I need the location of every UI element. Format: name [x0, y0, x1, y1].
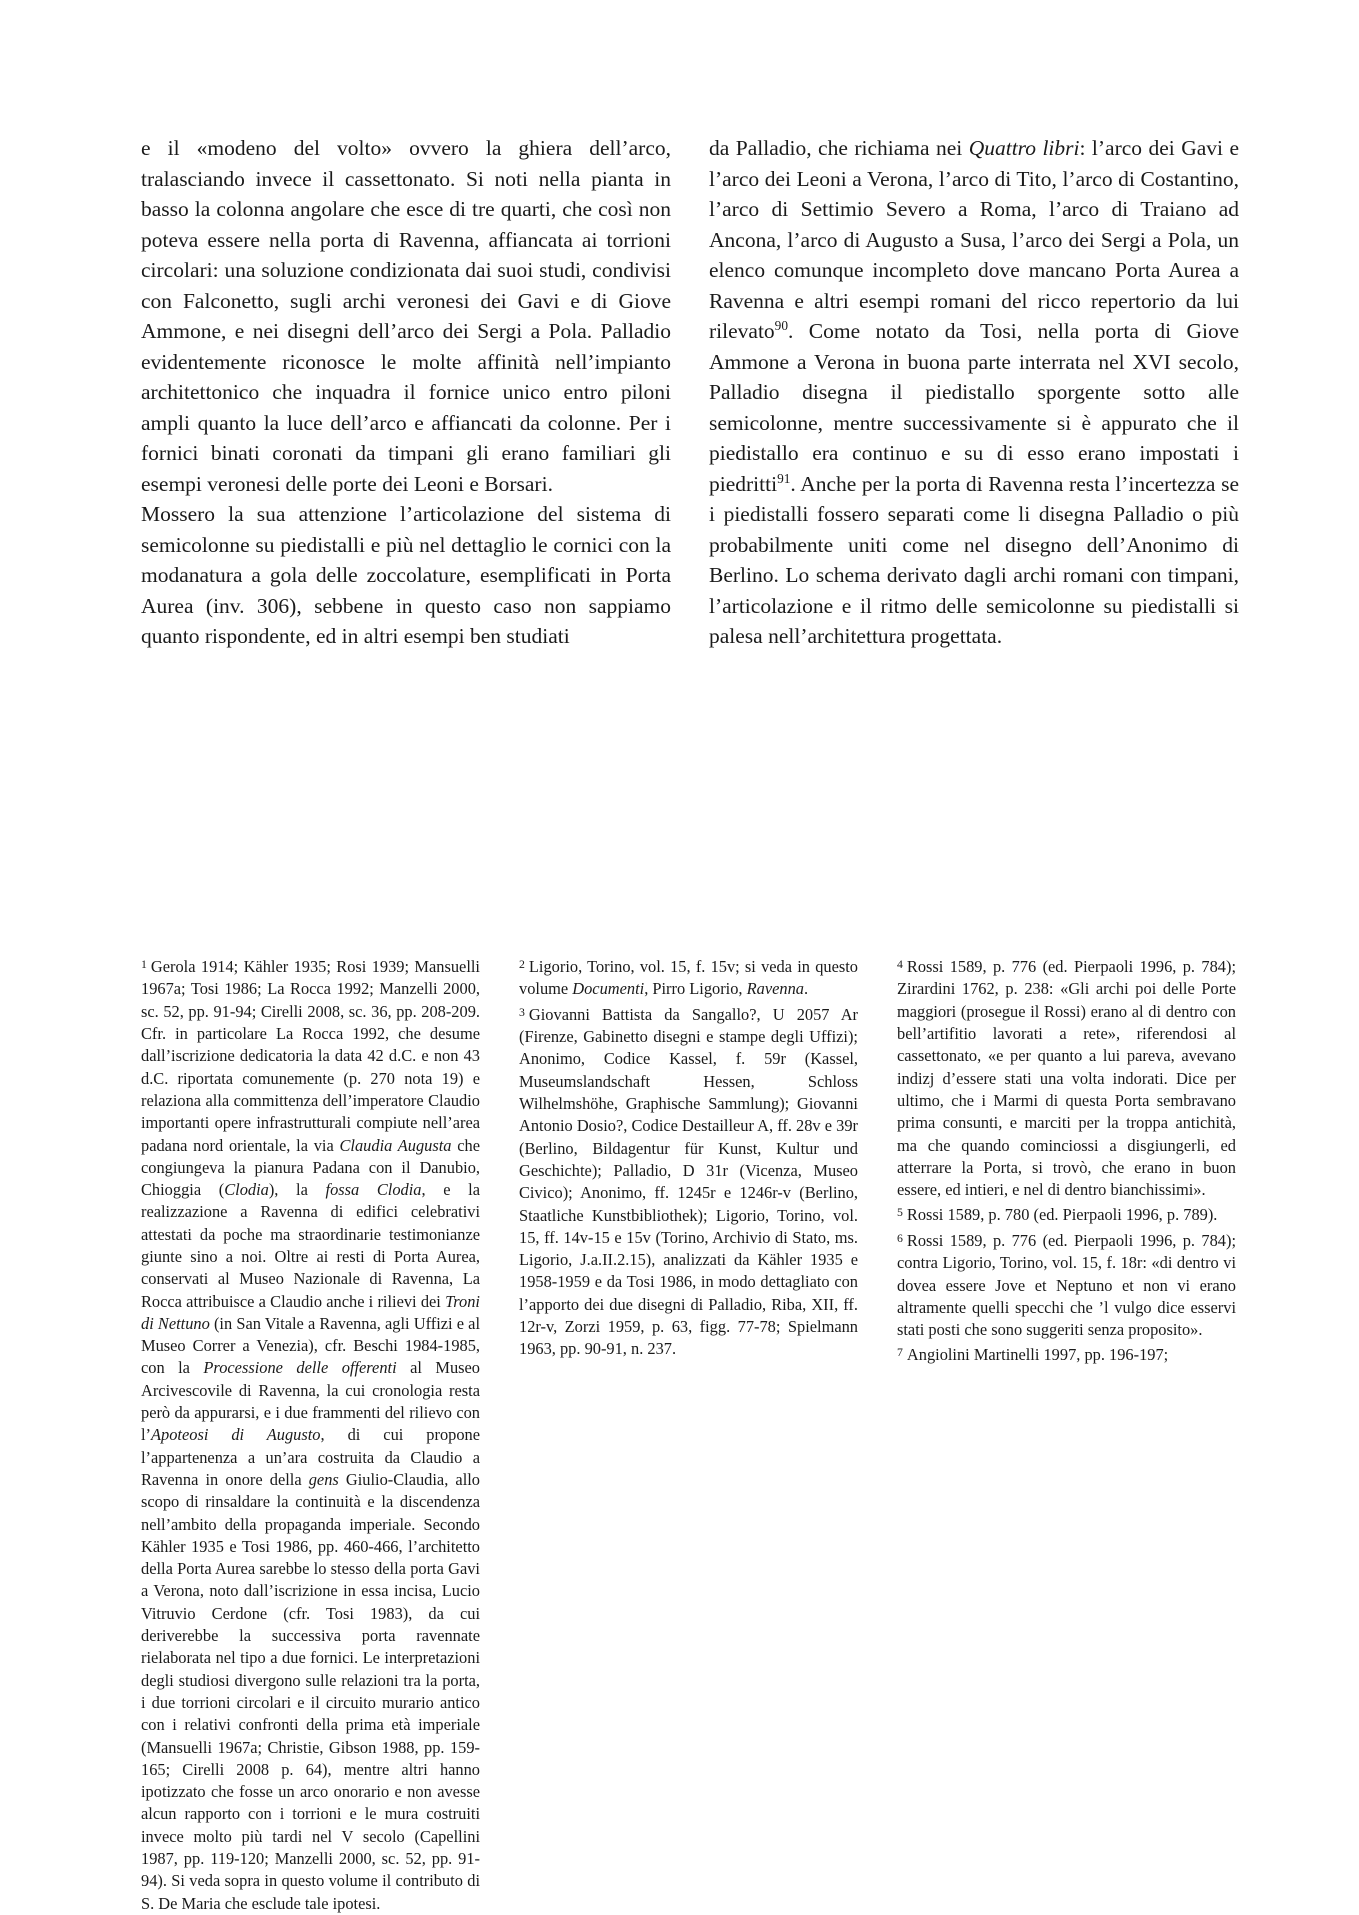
footnote-text: Rossi 1589, p. 776 (ed. Pierpaoli 1996, p. 784); Zirardini 1762, p. 238: «Gli archi poi delle Porte maggiori (prosegue il Rossi) erano al di dentro con bell’artifitio lavorati a rete», riferendosi al cassettonato, «e per quanto a lui pareva, avevano indizj d’essere stati una volta indorati. Dice per ultimo, che i Marmi di questa Porta sembravano prima consunti, e marciti per la troppa antichità, ma che quando cominciossi a disgiungerli, ed atterrare la Porta, si trovò, che erano in buon essere, ed intieri, e nel di dentro bianchissimi». [897, 957, 1236, 1200]
footnote-text: Giulio-Claudia, allo scopo di rinsaldare la continuità e la discendenza nell’ambito della propaganda imperiale. Secondo Kähler 1935 e Tosi 1986, pp. 460-466, l’architetto della Porta Aurea sarebbe lo stesso della porta Gavi a Verona, noto dall’iscrizione in essa incisa, Lucio Vitruvio Cerdone (cfr. Tosi 1983), da cui deriverebbe la successiva porta ravennate rielaborata nel tipo a due fornici. Le interpretazioni degli studiosi divergono sulle relazioni tra la porta, i due torrioni circolari e il circuito murario antico con i relativi confronti della prima età imperiale (Mansuelli 1967a; Christie, Gibson 1988, pp. 159-165; Cirelli 2008 p. 64), mentre altri hanno ipotizzato che fosse un arco onorario e non avesse alcun rapporto con i torrioni e le mura costruiti invece molto più tardi nel V secolo (Capellini 1987, pp. 119-120; Manzelli 2000, sc. 52, pp. 91-94). Si veda sopra in questo volume il contributo di S. De Maria che esclude tale ipotesi. [141, 1469, 480, 1913]
body-paragraph [709, 133, 1239, 652]
footnote-text: ), la [268, 1180, 326, 1200]
body-text: . Come notato da Tosi, nella porta di Giove Ammone a Verona in buona parte interrata nel XVI secolo, Palladio disegna il piedistallo sporgente sotto alle semicolonne, mentre successivamente si è appurato che il piedistallo era continuo e su di esso erano impostati i piedritti [709, 319, 1239, 496]
footnote-3 [519, 1001, 858, 1361]
footnote-column-1 [141, 953, 481, 1913]
footnote-text: Rossi 1589, p. 780 (ed. Pierpaoli 1996, p. 789). [906, 1205, 1218, 1225]
footnote-italic: Claudia Augusta [339, 1135, 452, 1155]
footnote-1 [141, 953, 480, 1915]
footnote-text: che congiungeva la pianura Padana con il Danubio, Chioggia ( [141, 1135, 481, 1200]
footnote-text: , di cui propone l’appartenenza a un’ara costruita da Claudio a Ravenna in onore della [141, 1425, 480, 1489]
footnote-italic: Troni di Nettuno [141, 1291, 480, 1333]
footnote-5 [897, 1201, 1236, 1226]
footnote-text: Giovanni Battista da Sangallo?, U 2057 Ar (Firenze, Gabinetto disegni e stampe degli Uffizi); Anonimo, Codice Kassel, f. 59r (Kassel, Museumslandschaft Hessen, Schloss Wilhelmshöhe, Graphische Sammlung); Giovanni Antonio Dosio?, Codice Destailleur A, ff. 28v e 39r (Berlino, Bildagentur für Kunst, Kultur und Geschichte); Palladio, D 31r (Vicenza, Museo Civico); Anonimo, ff. 1245r e 1246r-v (Berlino, Staatliche Kunstbibliothek); Ligorio, Torino, vol. 15, ff. 14v-15 e 15v (Torino, Archivio di Stato, ms. Ligorio, J.a.II.2.15), analizzati da Kähler 1935 e 1958-1959 e da Tosi 1986, in modo dettagliato con l’apporto dei due disegni di Palladio, Riba, XII, ff. 12r-v, Zorzi 1959, p. 63, figg. 77-78; Spielmann 1963, pp. 90-91, n. 237. [519, 1004, 858, 1359]
body-paragraph: Mossero la sua attenzione l’articolazione del sistema di semicolonne su piedistalli e più nel dettaglio le cornici con la modanatura a gola delle zoccolature, esemplificati in Porta Aurea (inv. 306), sebbene in questo caso non sappiamo quanto rispondente, ed in altri esempi ben studiati [141, 502, 671, 648]
footnote-number: 1 [141, 957, 147, 971]
footnote-6 [897, 1227, 1236, 1342]
body-text: da Palladio, che richiama nei [709, 136, 969, 160]
body-column-right [709, 133, 1239, 652]
footnote-italic: fossa Clodia [325, 1180, 422, 1200]
footnote-text: . [803, 979, 809, 999]
footnote-text: (in San Vitale a Ravenna, agli Uffizi e al Museo Correr a Venezia), cfr. Beschi 1984-1985, con la [141, 1313, 480, 1378]
footnote-text: Gerola 1914; Kähler 1935; Rosi 1939; Mansuelli 1967a; Tosi 1986; La Rocca 1992; Manzelli 2000, sc. 52, pp. 91-94; Cirelli 2008, sc. 36, pp. 208-209. Cfr. in particolare La Rocca 1992, che desume dall’iscrizione dedicatoria la data 42 d.C. e non 43 d.C. riportata comunemente (p. 270 nota 19) e relaziona alla committenza dell’imperatore Claudio importanti opere infrastrutturali compiute nell’area padana nord orientale, la via [141, 957, 480, 1155]
body-paragraph: e il «modeno del volto» ovvero la ghiera dell’arco, tralasciando invece il cassettonato. Si noti nella pianta in basso la colonna angolare che esce di tre quarti, che così non poteva essere nella porta di Ravenna, affiancata ai torrioni circolari: una soluzione condizionata dai suoi studi, condivisi con Falconetto, sugli archi veronesi dei Gavi e di Giove Ammone, e nei disegni dell’arco dei Sergi a Pola. Palladio evidentemente riconosce le molte affinità nell’impianto architettonico che inquadra il fornice unico entro piloni ampli quanto la luce dell’arco e affiancati da colonne. Per i fornici binati coronati da timpani gli erano familiari gli esempi veronesi delle porte dei Leoni e Borsari. [141, 136, 671, 496]
footnote-number: 7 [897, 1345, 903, 1360]
footnote-number: 2 [519, 957, 525, 971]
book-title: Quattro libri [968, 136, 1080, 160]
footnote-text: , Pirro Ligorio, [644, 979, 747, 999]
footnote-number: 3 [519, 1004, 525, 1019]
footnote-italic: Processione delle offerenti [203, 1358, 397, 1378]
body-text: . Anche per la porta di Ravenna resta l’incertezza se i piedistalli fossero separati come li disegna Palladio o più probabilmente uniti come nel disegno dell’Anonimo di Berlino. Lo schema derivato dagli archi romani con timpani, l’articolazione e il ritmo delle semicolonne su piedistalli si palesa nell’architettura progettata. [709, 471, 1239, 648]
footnote-text: Rossi 1589, p. 776 (ed. Pierpaoli 1996, p. 784); contra Ligorio, Torino, vol. 15, f. 18r: «di dentro vi dovea essere Jove et Neptuno et non vi erano altramente quelli specchi che ’l vulgo dice esservi stati posti che sono suggeriti senza proposito». [897, 1230, 1236, 1340]
footnote-column-3 [897, 953, 1236, 1633]
footnote-text: , e la realizzazione a Ravenna di edifici celebrativi attestati da poche ma straordinarie testimonianze giunte sino a noi. Oltre ai resti di Porta Aurea, conservati al Museo Nazionale di Ravenna, La Rocca attribuisce a Claudio anche i rilievi dei [141, 1180, 480, 1311]
footnote-ref[interactable]: 90 [774, 317, 788, 333]
footnote-number: 4 [897, 957, 903, 971]
footnote-ref[interactable]: 91 [777, 470, 791, 486]
footnote-italic: Clodia [224, 1180, 269, 1200]
footnote-4 [897, 953, 1236, 1201]
footnote-text: Ligorio, Torino, vol. 15, f. 15v; si veda in questo volume [519, 957, 858, 999]
body-column-left [141, 133, 671, 652]
footnote-italic: Apoteosi di Augusto [151, 1425, 321, 1445]
body-text: : l’arco dei Gavi e l’arco dei Leoni a Verona, l’arco di Tito, l’arco di Costantino, l’arco di Settimio Severo a Roma, l’arco di Traiano ad Ancona, l’arco di Augusto a Susa, l’arco dei Sergi a Pola, un elenco comunque incompleto dove mancano Porta Aurea a Ravenna e altri esempi romani del ricco repertorio da lui rilevato [709, 136, 1239, 343]
footnote-italic: Documenti [572, 979, 645, 999]
footnote-number: 6 [897, 1230, 903, 1245]
footnote-7 [897, 1341, 1236, 1366]
footnote-italic: Ravenna [746, 979, 804, 999]
footnote-number: 5 [897, 1205, 903, 1220]
footnote-2 [519, 953, 858, 1001]
footnote-text: al Museo Arcivescovile di Ravenna, la cui cronologia resta però da appurarsi, e i due frammenti del rilievo con l’ [141, 1358, 480, 1445]
footnote-italic: gens [308, 1469, 339, 1489]
footnote-column-2 [519, 953, 858, 1633]
footnote-text: Angiolini Martinelli 1997, pp. 196-197; [906, 1345, 1169, 1365]
